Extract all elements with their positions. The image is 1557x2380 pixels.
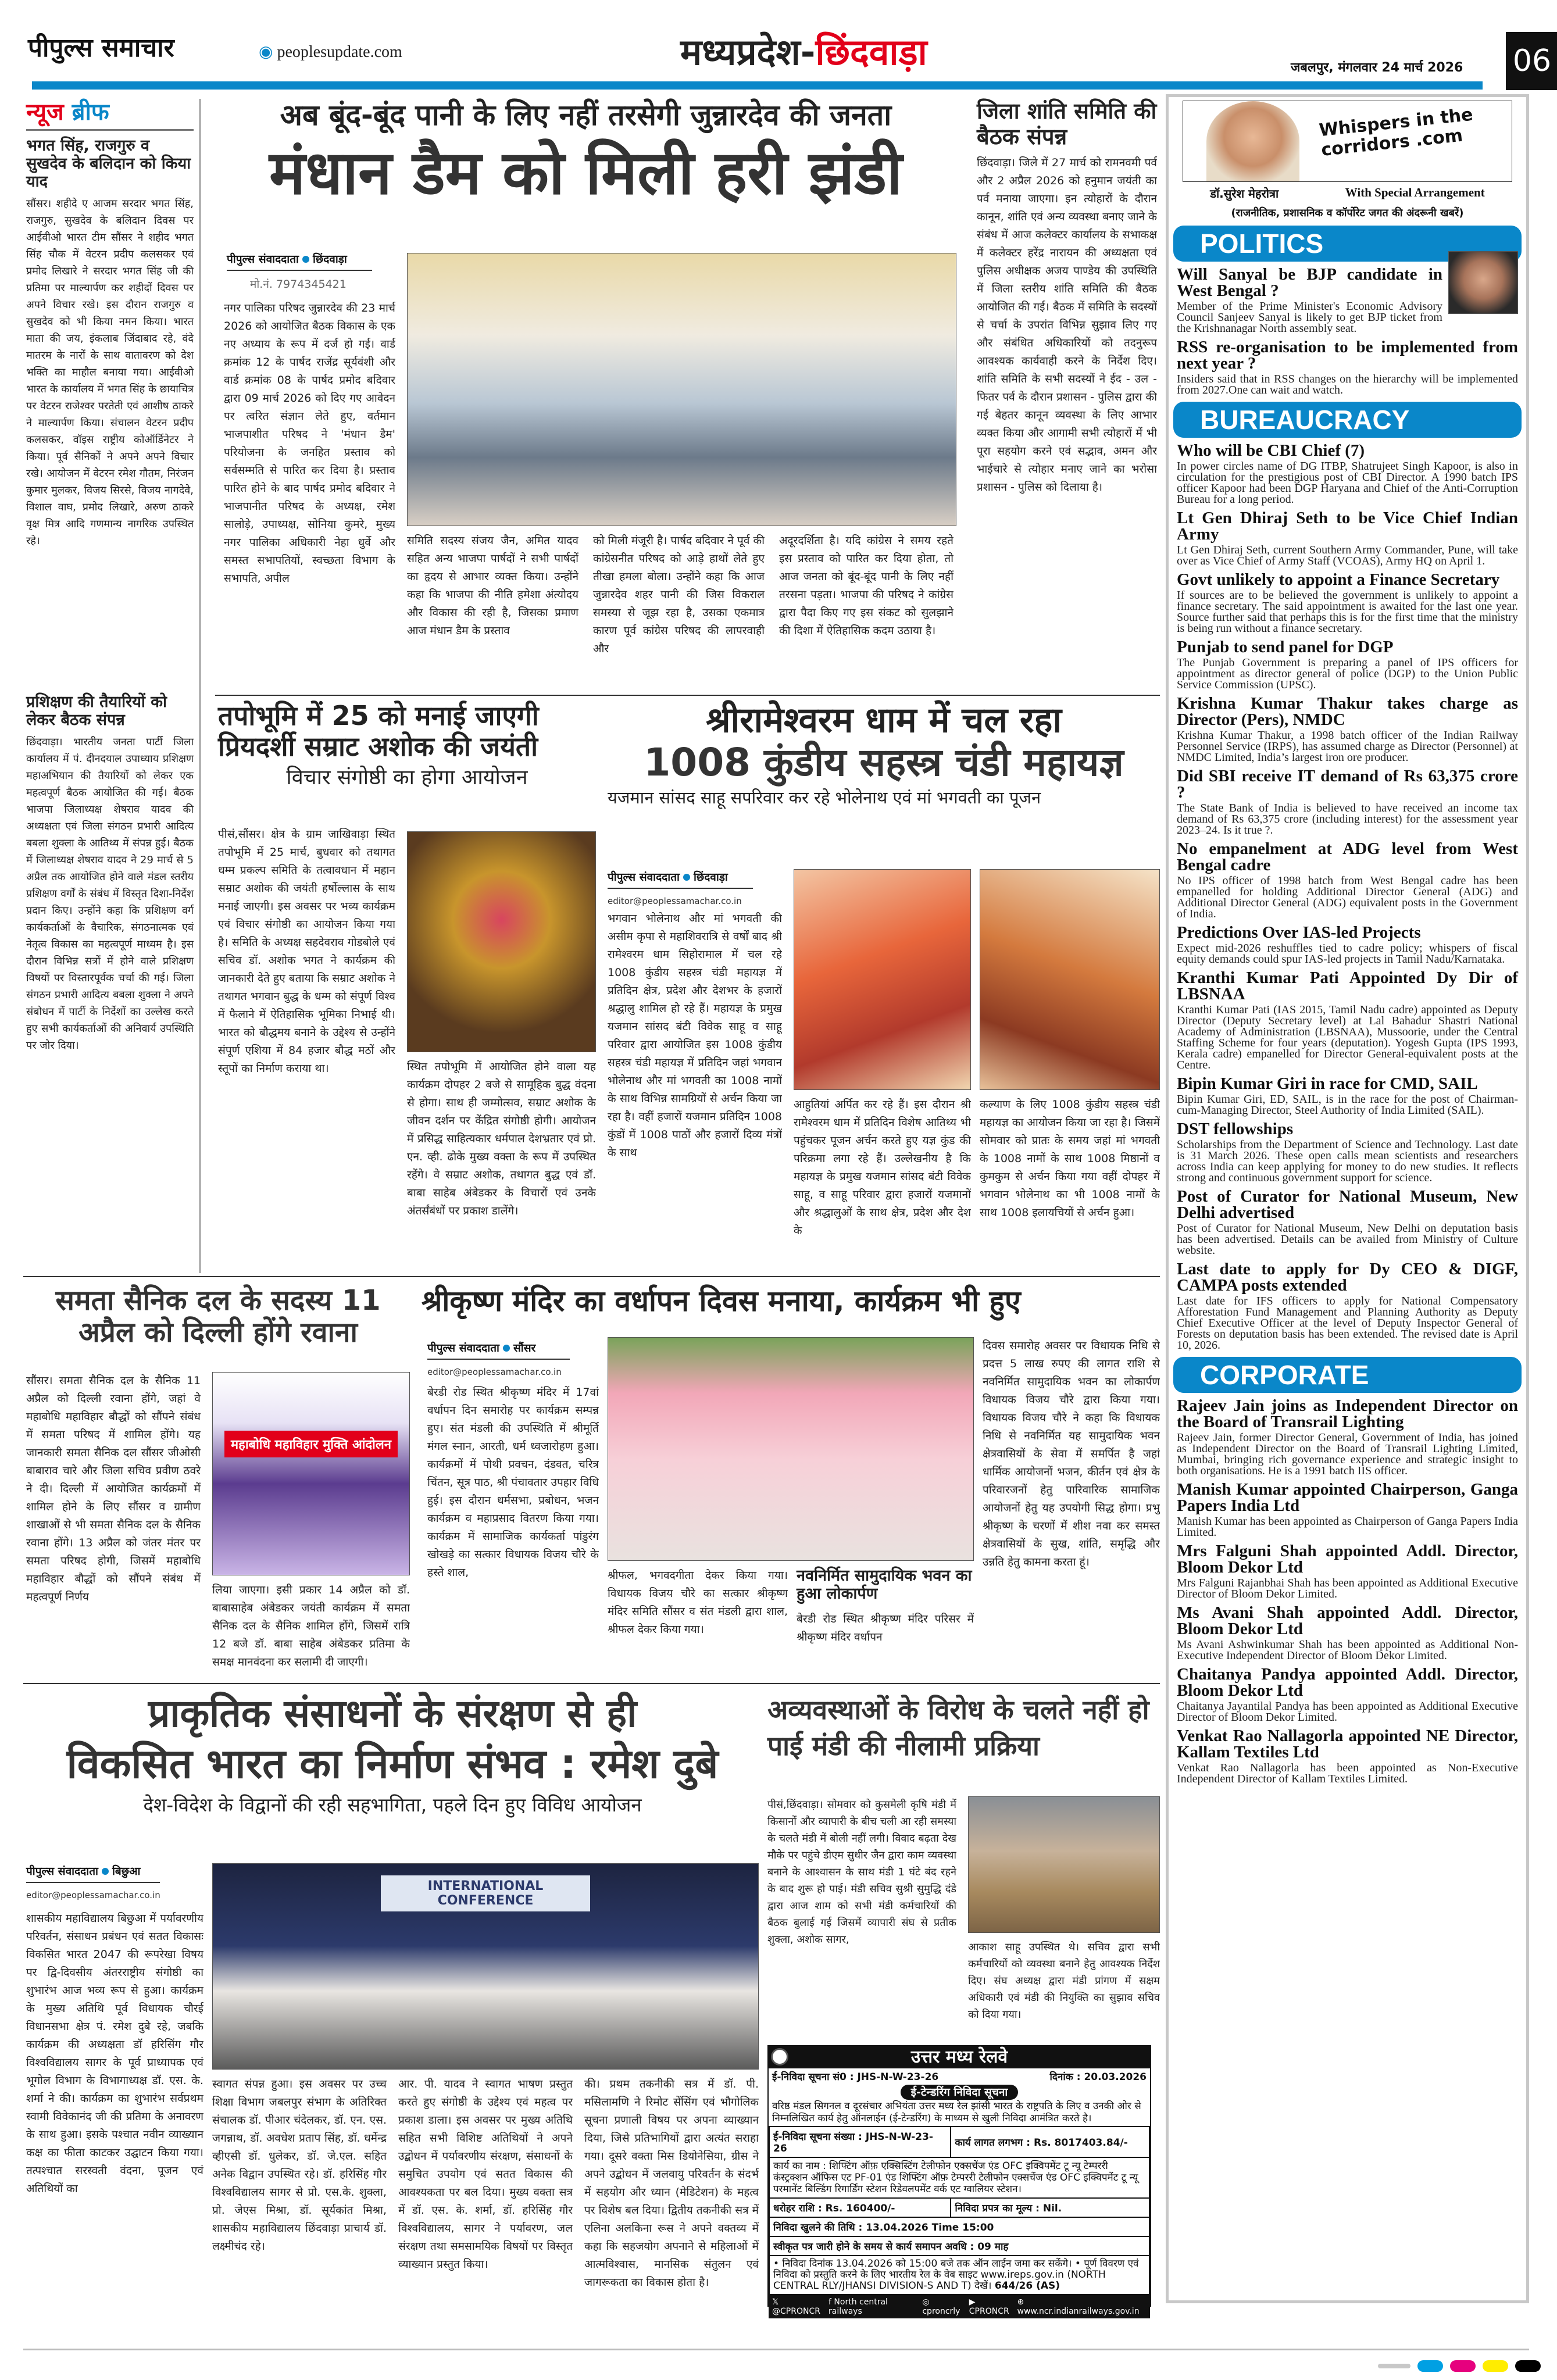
mandi-headline: अव्यवस्थाओं के विरोध के चलते नहीं हो पाई मंडी की नीलामी प्रक्रिया: [767, 1694, 1149, 1762]
dateline: जबलपुर, मंगलवार 24 मार्च 2026: [1291, 60, 1463, 75]
ashok-body-2: स्थित तपोभूमि में आयोजित होने वाला यह कार्यक्रम दोपहर 2 बजे से सामूहिक बुद्ध वंदना से होगा। साथ ही जम्मोत्सव, सम्राट अशोक के जीवन दर्शन पर केंद्रित संगोष्ठी होगी। आयोजन में प्रसिद्ध साहित्यकार धर्मपाल देशभ्रतार एवं प्रो. एन. व्ही. ढोके मुख्य वक्ता के रूप में उपस्थित रहेंगे। वे सम्राट अशोक, तथागत बुद्ध एवं डॉ. बाबा साहेब अंबेडकर के विचारों एवं उनके अंतर्संबंधों पर प्रकाश डालेंगे।: [407, 1060, 596, 1217]
natural-subhead: देश-विदेश के विद्वानों की रही सहभागिता, पहले दिन हुए विविध आयोजन: [143, 1793, 642, 1817]
ad-intro: वरिष्ठ मंडल सिगनल व दूरसंचार अभियंता उत्तर मध्य रेल झांसी भारत के राष्ट्रपति के लिए व उनकी ओर से निम्नलिखित कार्य हेतु ऑनलाईन (ई-टेन्डरिंग) के माध्यम से खुली निविदा आमंत्रित करते है।: [772, 2100, 1141, 2124]
author-photo: [1206, 101, 1299, 181]
byline-place: सौंसर: [513, 1342, 536, 1355]
mandi-photo: [968, 1796, 1160, 1933]
ad-header: [769, 2046, 1150, 2068]
chandi-subhead: यजमान सांसद साहू सपरिवार कर रहे भोलेनाथ एवं मां भगवती का पूजन: [608, 787, 1041, 807]
natural-body-4: की। प्रथम तकनीकी सत्र में डॉ. पी. मसिलामणि ने रिमोट सेंसिंग एवं भौगोलिक सूचना प्रणाली विषय पर अपना व्याख्यान दिया, जिसे प्रतिभागियों द्वारा अत्यंत सराहा गया। दूसरे वक्ता मिस डियोनेसिया, ग्रीस ने अपने उद्बोधन में जलवायु परिवर्तन के संदर्भ में सहयोग और ध्यान (मेडिटेशन) के महत्व पर विशेष बल दिया। द्वितीय तकनीकी सत्र में एलिना अलकिना रूस ने अपने वक्तव्य में कहा कि सहजयोग अपनाने से महिलाओं में आत्मविश्वास, मानसिक संतुलन एवं जागरूकता का विकास होता है।: [584, 2078, 759, 2289]
ad-completion: स्वीकृत पत्र जारी होने के समय से कार्य समापन अवधि : 09 माह: [769, 2236, 1149, 2256]
whispers-banner: [1183, 101, 1512, 182]
item-body: Kranthi Kumar Pati (IAS 2015, Tamil Nadu cadre) appointed as Deputy Director (Deputy Secretary level) at Lal Bahadur Shastri National Academy of Administration (LBSNAA), Mussoorie, under the Central Staffing Scheme for four years (deputation). Yogesh Gupta (IPS 1993, Kerala cadre) empanelled for Director General-equivalent posts at the Centre.: [1177, 1003, 1518, 1071]
bullet-icon: [102, 1868, 109, 1875]
registration-dot: [1450, 2360, 1476, 2372]
registration-dot: [1378, 2364, 1410, 2368]
ad-social-bar: [769, 2295, 1150, 2318]
item-title: Predictions Over IAS-led Projects: [1177, 923, 1421, 942]
byline-name: पीपुल्स संवाददाता: [608, 871, 680, 884]
website-link[interactable]: [259, 42, 402, 62]
section-title: [680, 31, 927, 73]
item-body: Mrs Falguni Rajanbhai Shah has been appointed as Additional Executive Director of Bloom Dekor Limited.: [1177, 1577, 1518, 1600]
chandi-headline-2: 1008 कुंडीय सहस्त्र चंडी महायज्ञ: [644, 740, 1124, 785]
facebook-icon: f North central railways: [829, 2297, 888, 2316]
lead-phone: मो.नं. 7974345421: [250, 278, 347, 291]
byline-place: बिछुआ: [112, 1865, 141, 1878]
bullet-icon: [683, 874, 690, 881]
item-title: Who will be CBI Chief (7): [1177, 441, 1365, 460]
item-title: Chaitanya Pandya appointed Addl. Director, Bloom Dekor Ltd: [1177, 1665, 1518, 1700]
mandi-body: पीसं,छिंदवाड़ा। सोमवार को कुसमेली कृषि मंडी में किसानों और व्यापारी के बीच चली आ रही समस्या के चलते मंडी में बोली नहीं लगी। विवाद बढ़ता देख मौके पर पहुंचे डीएम सुधीर जैन द्वारा काम व्यवस्था बनाने के आश्वासन के साथ मंडी 1 घंटे बंद रहने के बाद शुरू हो पाई। मंडी सचिव सुश्री सुमुद्धि दंडे द्वारा आज शाम को सभी मंडी कर्मचारियों की बैठक बुलाई गई जिसमें व्यापारी संघ से प्रतीक शुक्ला, अशोक सागर,: [767, 1799, 956, 1946]
registration-dot: [1515, 2360, 1541, 2372]
item-body: Insiders said that in RSS changes on the hierarchy will be implemented from 2027.One can wait and watch.: [1177, 373, 1518, 396]
krishna-caption-body: बेरडी रोड स्थित श्रीकृष्ण मंदिर परिसर में श्रीकृष्ण मंदिर वर्धापन: [797, 1613, 974, 1643]
instagram-icon: ◎ cproncrly: [922, 2297, 960, 2316]
chandi-mahayagya-story: [608, 701, 1160, 1273]
poster-text: महाबोधि महाविहार मुक्ति आंदोलन: [224, 1431, 398, 1457]
chandi-headline-1: श्रीरामेश्वरम धाम में चल रहा: [706, 700, 1062, 741]
item-title: Ms Avani Shah appointed Addl. Director, Bloom Dekor Ltd: [1177, 1603, 1518, 1638]
ad-emd: धरोहर राशि : Rs. 160400/-: [769, 2198, 951, 2217]
whispers-column: [1166, 94, 1529, 2303]
natural-headline-1: प्राकृतिक संसाधनों के संरक्षण से ही: [148, 1691, 637, 1736]
news-brief-column: [26, 99, 201, 1273]
bullet-icon: [302, 256, 309, 263]
whispers-tagline: (राजनीतिक, प्रशासनिक व कॉर्पोरेट जगत की अंदरूनी खबरें): [1231, 207, 1464, 219]
item-body: The Punjab Government is preparing a panel of IPS officers for appointment as director general of police (DGP) to the Union Public Service Commission (UPSC).: [1177, 656, 1518, 691]
samata-body: सौंसर। समता सैनिक दल के सैनिक 11 अप्रैल को दिल्ली रवाना होंगे, जहां वे महाबोधि महाविहार बौद्धों को सौंपने संबंध में समता परिषद में शामिल होंगे। यह जानकारी समता सैनिक दल सौंसर जीओसी बाबाराव चारे और जिला सचिव प्रवीण ठवरे ने दी। दिल्ली में आयोजित कार्यक्रमों में शामिल होने के लिए सौंसर व ग्रामीण शाखाओं से भी समता सैनिक दल के सैनिक रवाना होंगे। 13 अप्रैल को जंतर मंतर पर समता परिषद होगी, जिसमें महाबोधि महाविहार बौद्धों को सौंपने संबंध में महत्वपूर्ण निर्णय: [26, 1374, 201, 1603]
samata-poster-photo: [212, 1372, 410, 1575]
temple-photo: [608, 1337, 974, 1561]
item-title: Krishna Kumar Thakur takes charge as Director (Pers), NMDC: [1177, 694, 1518, 729]
news-brief-label: [26, 99, 194, 131]
ashok-headline: तपोभूमि में 25 को मनाई जाएगी प्रियदर्शी सम्राट अशोक की जयंती: [218, 700, 539, 762]
byline-name: पीपुल्स संवाददाता: [227, 253, 299, 266]
peace-committee-body: छिंदवाड़ा। जिले में 27 मार्च को रामनवमी पर्व और 2 अप्रैल 2026 को हनुमान जयंती का पर्व मनाया जाएगा। इन त्योहारों के दौरान कानून, शांति एवं अन्य व्यवस्था बनाए जाने के संबंध में आज कलेक्टर कार्यालय के सभाकक्ष में कलेक्टर हरेंद्र नारायन की अध्यक्षता एवं पुलिस अधीक्षक अजय पाण्डेय की उपस्थिति में जिला स्तरीय शांति समिति की बैठक आयोजित की गई। बैठक में समिति के सदस्यों से चर्चा के उपरांत विभिन्न सुझाव लिए गए और संबंधित अधिकारियों को तदनुरूप आवश्यक कार्यवाही करने के निर्देश दिए। शांति समिति के सभी सदस्यों ने ईद - उल - फितर पर्व के दौरान प्रशासन - पुलिस द्वारा की गई बेहतर कानून व्यवस्था के लिए आभार व्यक्त किया और आगामी सभी त्योहारों में भी पूरा सहयोग करने एवं सद्भाव, अमन और भाईचारे से त्योहार मनाए जाने का भरोसा प्रशासन - पुलिस को दिलाया है।: [977, 156, 1157, 494]
ad-title: उत्तर मध्य रेलवे: [910, 2047, 1008, 2067]
natural-headline-2: विकसित भारत का निर्माण संभव : रमेश दुबे: [66, 1739, 719, 1788]
item-body: Manish Kumar has been appointed as Chairperson of Ganga Papers India Limited.: [1177, 1515, 1518, 1539]
section-title-city: छिंदवाड़ा: [815, 31, 927, 73]
lead-byline: [227, 251, 372, 271]
conference-banner: INTERNATIONAL CONFERENCE: [381, 1875, 590, 1911]
natural-email[interactable]: editor@peoplessamachar.co.in: [26, 1890, 160, 1900]
item-title: Punjab to send panel for DGP: [1177, 638, 1394, 656]
item-body: Chaitanya Jayantilal Pandya has been appointed as Additional Executive Director of Bloom Dekor Limited.: [1177, 1700, 1518, 1724]
natural-resources-story: [26, 1692, 759, 2320]
lead-column-1: नगर पालिका परिषद जुन्नारदेव की 23 मार्च 2026 को आयोजित बैठक विकास के एक नए अध्याय के रूप में दर्ज हो गई। वार्ड क्रमांक 12 के पार्षद राजेंद्र सूर्यवंशी और वार्ड क्रमांक 08 के पार्षद प्रमोद बदिवार द्वारा 09 मार्च 2026 को दिए गए आवेदन पर त्वरित संज्ञान लेते हुए, वर्तमान भाजपाशीत परिषद ने 'मंधान डैम' परियोजना के जनहित प्रस्ताव को सर्वसम्मति से पारित कर दिया है। प्रस्ताव पारित होने के बाद पार्षद प्रमोद बदिवार ने भाजपानीत परिषद के अध्यक्ष, रमेश सालोड़े, उपाध्यक्ष, सोनिया कुमरे, मुख्य नगर पालिका अधिकारी नेहा धुर्वे और समस्त सभापतियों, स्वच्छता विभाग के सभापति, अपील: [224, 302, 395, 585]
lead-headline: मंधान डैम को मिली हरी झंडी: [269, 137, 902, 208]
railway-tender-ad: [767, 2045, 1151, 2316]
krishna-email[interactable]: editor@peoplessamachar.co.in: [427, 1367, 562, 1377]
item-body: Ms Avani Ashwinkumar Shah has been appointed as Additional Non-Executive Independent Director of Bloom Dekor Limited.: [1177, 1638, 1518, 1662]
social-facebook[interactable]: North central railways: [829, 2297, 888, 2316]
item-body: In power circles name of DG ITBP, Shatrujeet Singh Kapoor, is also in circulation for the prestigious post of CBI Director. A 1990 batch IPS officer Kapoor had been DGP Haryana and Chief of the Anti-Corruption Bureau for a long period.: [1177, 460, 1518, 506]
byline-place: छिंदवाड़ा: [693, 871, 728, 884]
divider: [23, 1683, 1160, 1684]
krishna-body-2: श्रीफल, भगवदगीता देकर किया गया। विधायक विजय चौरे का सत्कार श्रीकृष्ण मंदिर समिति सौंसर व संत मंडली द्वारा शाल, श्रीफल देकर किया गया।: [608, 1569, 788, 1636]
masthead-rule: [32, 81, 1483, 90]
item-body: Rajeev Jain, former Director General, Government of India, has joined as Independent Director on the Board of Transrail Lighting Limited, Mumbai, bringing rich governance experience and strategic insight to both organisations. He is a 1991 batch IIS officer.: [1177, 1431, 1518, 1477]
item-body: Venkat Rao Nallagorla has been appointed as Non-Executive Independent Director of Kallam Textiles Limited.: [1177, 1761, 1518, 1785]
meeting-photo: [407, 253, 956, 526]
byline-name: पीपुल्स संवाददाता: [427, 1342, 499, 1355]
whispers-logo: Whispers in the corridors .com: [1318, 104, 1474, 161]
brief-label-red: न्यूज: [26, 99, 64, 126]
ad-opening-date: निविदा खुलने की तिथि : 13.04.2026 Time 15:00: [769, 2217, 1149, 2236]
krishna-body: बेरडी रोड स्थित श्रीकृष्ण मंदिर में 17वां वर्धापन दिन समारोह पर कार्यक्रम सम्पन्न हुए। संत मंडली की उपस्थिति में श्रीमूर्ति मंगल स्नान, आरती, धर्म ध्वजारोहण हुआ। कार्यक्रमों में पोथी प्रवचन, दंडवत, चरित्र चिंतन, सूत्र पाठ, श्री पंचावतार उपहार विधि हुई। इस दौरान धर्मसभा, प्रबोधन, भजन कार्यक्रम व महाप्रसाद वितरण किया गया। कार्यक्रम में सामाजिक कार्यकर्ता पांडुरंग खोखड़े का सत्कार विधायक विजय चौरे के हस्ते शाल,: [427, 1386, 599, 1579]
social-instagram[interactable]: cproncrly: [922, 2307, 960, 2316]
samata-body-2: लिया जाएगा। इसी प्रकार 14 अप्रैल को डॉ. बाबासाहेब अंबेडकर जयंती कार्यक्रम में समता सैनिक दल के सैनिक शामिल होंगे, जिसमें रात्रि 12 बजे डॉ. बाबा साहेब अंबेडकर प्रतिमा के समक्ष मानवंदना कर सलामी दी जाएगी।: [212, 1584, 410, 1668]
arrangement-text: With Special Arrangement: [1345, 185, 1485, 199]
bullet-icon: [503, 1345, 510, 1352]
krishna-mandir-story: [422, 1285, 1160, 1680]
item-title: Kranthi Kumar Pati Appointed Dy Dir of LBSNAA: [1177, 969, 1518, 1003]
page-number: 06: [1506, 32, 1557, 90]
ad-reference: 644/26 (AS): [994, 2280, 1060, 2292]
byline-place: छिंदवाड़ा: [312, 253, 347, 266]
item-title: Govt unlikely to appoint a Finance Secretary: [1177, 570, 1500, 589]
registration-marks: [1378, 2360, 1541, 2372]
krishna-headline: श्रीकृष्ण मंदिर का वर्धापन दिवस मनाया, कार्यक्रम भी हुए: [422, 1284, 1021, 1318]
natural-body-2: स्वागत संपन्न हुआ। इस अवसर पर उच्च शिक्षा विभाग जबलपुर संभाग के अतिरिक्त संचालक डॉ. पीआर चंदेलकर, डॉ. एन. एस. जगन्नाथ, डॉ. अवधेश प्रताप सिंह, डॉ. धर्मेन्द्र व्हीएसी डॉ. धुलेकर, डॉ. जे.एल. सहित अनेक विद्वान उपस्थित रहे। डॉ. हरिसिंह गौर विश्वविद्यालय सागर से प्रो. एस.के. शुक्ला, प्रो. जेएस मिश्रा, डॉ. सूर्यकांत मिश्रा, शासकीय महाविद्यालय छिंदवाड़ा प्राचार्य डॉ. लक्ष्मीचंद रहे।: [212, 2078, 387, 2253]
krishna-byline: [427, 1340, 570, 1360]
section-title-state: मध्यप्रदेश-: [680, 31, 816, 73]
mandi-body-2: आकाश साहू उपस्थित थे। सचिव द्वारा सभी कर्मचारियों को व्यवस्था बनाने हेतु आवश्यक निर्देश दिए। संघ अध्यक्ष द्वारा मंडी प्रांगण में सक्षम अधिकारी एवं मंडी की नियुक्ति का सुझाव सचिव को दिया गया।: [968, 1941, 1160, 2021]
item-title: DST fellowships: [1177, 1120, 1294, 1138]
lead-column-2: समिति सदस्य संजय जैन, अमित यादव सहित अन्य भाजपा पार्षदों ने सभी पार्षदों का हृदय से आभार व्यक्त किया। उन्होंने कहा कि भाजपा की नीति हमेशा अंत्योदय और विकास की रही है, जिसका प्रमाण आज मंधान डैम के प्रस्ताव: [407, 534, 578, 637]
yagya-photo-2: [980, 869, 1160, 1090]
ad-details-table: [769, 2126, 1150, 2295]
item-body: No IPS officer of 1998 batch from West Bengal cadre has been empanelled for holding Additional Director General (ADG) and Additional Director General (ADG) equivalent posts in the Government of India.: [1177, 874, 1518, 920]
brief-headline: भगत सिंह, राजगुरु व सुखदेव के बलिदान को किया याद: [26, 137, 191, 191]
brief-headline: प्रशिक्षण की तैयारियों को लेकर बैठक संपन्न: [26, 693, 167, 730]
ashok-body: पीसं,सौंसर। क्षेत्र के ग्राम जाखिवाड़ा स्थित तपोभूमि में 25 मार्च, बुधवार को तथागत धम्म प्रकल्प समिति के तत्वावधान में महान सम्राट अशोक की जयंती हर्षोल्लास के साथ मनाई जाएगी। इस अवसर पर भव्य कार्यक्रम एवं विचार संगोष्ठी का आयोजन किया गया है। समिति के अध्यक्ष सहदेवराव गोडबोले एवं सचिव डॉ. अशोक भगत ने कार्यक्रम की जानकारी देते हुए बताया कि सम्राट अशोक ने तथागत भगवान बुद्ध के धम्म को संपूर्ण विश्व में फैलाने में ऐतिहासिक भूमिका निभाई थी। भारत को बौद्धमय बनाने के उद्देश्य से उन्होंने संपूर्ण एशिया में 84 हजार बौद्ध मठों और स्तूपों का निर्माण कराया था।: [218, 828, 395, 1075]
registration-dot: [1483, 2360, 1508, 2372]
chandi-email[interactable]: editor@peoplessamachar.co.in: [608, 896, 742, 906]
brief-body: छिंदवाड़ा। भारतीय जनता पार्टी जिला कार्यालय में पं. दीनदयाल उपाध्याय प्रशिक्षण महाअभियान की तैयारियों को लेकर एक महत्वपूर्ण बैठक आयोजित की गई। बैठक भाजपा जिलाध्यक्ष शेषराव यादव की अध्यक्षता एवं जिला संगठन प्रभारी आदित्य बबला शुक्ला के आतिथ्य में संपन्न हुई। बैठक में जिलाध्यक्ष शेषराव यादव ने 29 मार्च से 5 अप्रैल तक आयोजित होने वाले मंडल स्तरीय प्रशिक्षण वर्गों के संबंध में विस्तृत दिशा-निर्देश प्रदान किए। उन्होंने कहा कि प्रशिक्षण वर्ग कार्यकर्ताओं के वैचारिक, संगठनात्मक एवं नेतृत्व विकास का महत्वपूर्ण माध्यम है। इस दौरान विभिन्न सत्रों में होने वाले प्रशिक्षण विषयों पर विस्तारपूर्वक चर्चा की गई। जिला संगठन प्रभारी आदित्य बबला शुक्ला ने अपने संबोधन में पार्टी के निर्देशों का उल्लेख करते हुए सभी कार्यकर्ताओं की अनिवार्य उपस्थिति पर जोर दिया।: [26, 736, 194, 1052]
brief-label-blue: ब्रीफ: [72, 99, 109, 126]
ad-tender-number: ई-निविदा सूचना संख्या : JHS-N-W-23-26: [769, 2127, 951, 2157]
item-title: Will Sanyal be BJP candidate in West Bengal ?: [1177, 265, 1442, 300]
samata-headline: समता सैनिक दल के सदस्य 11 अप्रैल को दिल्ली होंगे रवाना: [55, 1284, 381, 1349]
item-title: Manish Kumar appointed Chairperson, Ganga Papers India Ltd: [1177, 1480, 1518, 1515]
item-title: Post of Curator for National Museum, New Delhi advertised: [1177, 1187, 1518, 1222]
social-youtube[interactable]: CPRONCR: [969, 2307, 1009, 2316]
item-body: If sources are to be believed the government is unlikely to appoint a finance secretary. The said appointment is awaited for the last one year. Source further said that perhaps this is for the first time that the ministry is being run without a finance secretary.: [1177, 589, 1518, 635]
item-title: No empanelment at ADG level from West Bengal cadre: [1177, 839, 1518, 874]
lead-story: [215, 99, 956, 692]
item-body: Expect mid-2026 reshuffles tied to cadre policy; whispers of fiscal equity demands could spur IAS-led projects in Tamil Nadu/Karnataka.: [1177, 942, 1518, 966]
author-name: डॉ.सुरेश मेहरोत्रा: [1210, 187, 1279, 201]
registration-dot: [1417, 2360, 1443, 2372]
ashok-subhead: विचार संगोष्ठी का होगा आयोजन: [286, 765, 528, 789]
item-body: Lt Gen Dhiraj Seth, current Southern Army Commander, Pune, will take over as Vice Chief of Army Staff (VCOAS), Army HQ on April 1.: [1177, 544, 1518, 567]
peace-committee-headline: जिला शांति समिति की बैठक संपन्न: [977, 98, 1157, 149]
divider: [23, 1276, 1160, 1277]
newspaper-logo: पीपुल्स समाचार: [28, 33, 174, 63]
website-text: peoplesupdate.com: [277, 43, 402, 61]
krishna-caption-headline: नवनिर्मित सामुदायिक भवन का हुआ लोकार्पण: [797, 1567, 972, 1603]
item-body: Scholarships from the Department of Science and Technology. Last date is 31 March 2026. These open calls mean scientists and researchers across India can keep applying for money to do new studies. It reflects strong and continuous government support for science.: [1177, 1138, 1518, 1184]
globe-icon: ⊕ www.ncr.indianrailways.gov.in: [1017, 2297, 1140, 2316]
item-body: Bipin Kumar Giri, ED, SAIL, is in the race for the post of Chairman-cum-Managing Director, Steel Authority of India Limited (SAIL).: [1177, 1093, 1518, 1117]
section-band-corporate: CORPORATE: [1173, 1357, 1522, 1393]
item-title: Venkat Rao Nallagorla appointed NE Director, Kallam Textiles Ltd: [1177, 1727, 1518, 1761]
section-band-politics: POLITICS: [1173, 226, 1522, 262]
byline-name: पीपुल्स संवाददाता: [26, 1865, 98, 1878]
chandi-body-2: आहुतियां अर्पित कर रहे हैं। इस दौरान श्री रामेश्वरम धाम में प्रतिदिन विशेष आतिथ्य भी पहुंचकर पूजन अर्चन करते हुए यज्ञ कुंड की परिक्रमा लगा रहे हैं। उल्लेखनीय है कि महायज्ञ के प्रमुख यजमान सांसद बंटी विवेक साहू, व साहू परिवार द्वारा हजारों यजमानों और श्रद्धालुओं के साथ क्षेत्र, प्रदेश और देश के: [794, 1098, 971, 1237]
samata-sainik-story: [26, 1285, 410, 1680]
lead-column-4: अदूरदर्शिता है। यदि कांग्रेस ने समय रहते इस प्रस्ताव को पारित कर दिया होता, तो आज जनता को बूंद-बूंद पानी के लिए नहीं तरसना पड़ता। भाजपा की परिषद ने कांग्रेस द्वारा पैदा किए गए इस संकट को सुलझाने की दिशा में ऐतिहासिक कदम उठाया है।: [779, 534, 954, 637]
natural-body: शासकीय महाविद्यालय बिछुआ में पर्यावरणीय परिवर्तन, संसाधन प्रबंधन एवं सतत विकासः विकसित भारत 2047 की रूपरेखा विषय पर द्वि-दिवसीय अंतरराष्ट्रीय संगोष्ठी का शुभारंभ आज भव्य रूप से हुआ। कार्यक्रम के मुख्य अतिथि पूर्व विधायक चौरई विधानसभा क्षेत्र पं. रमेश दुबे रहे, जबकि कार्यक्रम की अध्यक्षता डॉ हरिसिंग गौर विश्वविद्यालय सागर के पूर्व प्राध्यापक एवं भूगोल विभाग के विभागाध्यक्ष डॉ. एस. के. शर्मा ने की। कार्यक्रम का शुभारंभ सर्वप्रथम स्वामी विवेकानंद जी की प्रतिमा के अनावरण के साथ हुआ। इसके पश्चात नवीन व्याख्यान कक्ष का फीता काटकर उद्घाटन किया गया। तत्पश्चात सरस्वती वंदना, पूजन एवं अतिथियों का: [26, 1912, 203, 2195]
item-title: Rajeev Jain joins as Independent Director on the Board of Transrail Lighting: [1177, 1396, 1518, 1431]
bottom-rule: [23, 2349, 1529, 2350]
peace-committee-story: [977, 99, 1157, 692]
yagya-photo-1: [794, 869, 971, 1090]
natural-body-3: आर. पी. यादव ने स्वागत भाषण प्रस्तुत करते हुए संगोष्ठी के उद्देश्य एवं महत्व पर प्रकाश डाला। इस अवसर पर मुख्य अतिथि सहित सभी विशिष्ट अतिथियों ने अपने उद्बोधन में पर्यावरणीय संरक्षण, संसाधनों के समुचित उपयोग एवं सतत विकास की आवश्यकता पर बल दिया। मुख्य वक्ता सत्र में डॉ. एस. के. शर्मा, डॉ. हरिसिंह गौर विश्वविद्यालय, सागर ने पर्यावरण, जल संरक्षण तथा समसामयिक विषयों पर विस्तृत व्याख्यान प्रस्तुत किया।: [398, 2078, 573, 2271]
item-body: Krishna Kumar Thakur, a 1998 batch officer of the Indian Railway Personnel Service (IRPS), has assumed charge as Director (Personnel) at NMDC Limited, India’s largest iron ore producer.: [1177, 729, 1518, 764]
sanyal-photo: [1448, 251, 1518, 314]
item-body: Member of the Prime Minister's Economic Advisory Council Sanjeev Sanyal is likely to get BJP ticket from the Krishnanagar North assembly seat.: [1177, 300, 1442, 335]
item-title: Last date to apply for Dy CEO & DIGF, CAMPA posts extended: [1177, 1260, 1518, 1295]
ad-footer-note: • निविदा दिनांक 13.04.2026 को 15:00 बजे तक ऑन लाईन जमा कर सकेंगे। • पूर्ण विवरण एवं निविदा को प्रस्तुति करने के लिए भारतीय रेल के वेब साइट www.ireps.gov.in (NORTH CENTRAL RLY/JHANSI DIVISION-S AND T) देखें।: [773, 2258, 1139, 2292]
ad-work-name: कार्य का नाम : शिफ्टिंग ऑफ़ एक्सिस्टिंग टेलीफोन एक्सचेंज एंड OFC इक्विपमेंट टू न्यू टेम्पररी कंस्ट्रक्शन ऑफिस एट PF-01 एंड शिफ्टिंग ऑफ़ टेम्पररी टेलीफोन एक्सचेंज एंड OFC इक्विपमेंट टू न्यू परमानेंट बिल्डिंग रिगार्डिंग स्टेशन रिडेवलपमेंट वर्क एट ग्वालियर स्टेशन।: [769, 2157, 1149, 2198]
lead-kicker: अब बूंद-बूंद पानी के लिए नहीं तरसेगी जुन्नारदेव की जनता: [280, 98, 892, 132]
ad-date: दिनांक : 20.03.2026: [1049, 2071, 1147, 2083]
item-title: Did SBI receive IT demand of Rs 63,375 crore ?: [1177, 767, 1518, 802]
ashok-jayanti-story: [218, 701, 596, 1273]
item-body: The State Bank of India is believed to have received an income tax demand of Rs 63,375 crore (including interest) for the assessment year 2023–24. Is it true ?.: [1177, 802, 1518, 837]
ashoka-portrait: [407, 831, 596, 1052]
x-icon: 𝕏 @CPRONCR: [772, 2297, 820, 2316]
item-title: Mrs Falguni Shah appointed Addl. Director, Bloom Dekor Ltd: [1177, 1542, 1518, 1577]
item-body: Post of Curator for National Museum, New Delhi on deputation basis has been advertised. Details can be availed from Ministry of Culture website.: [1177, 1222, 1518, 1257]
krishna-body-3: दिवस समारोह अवसर पर विधायक निधि से प्रदत्त 5 लाख रुपए की लागत राशि से नवनिर्मित सामुदायिक भवन का लोकार्पण विधायक विजय चौरे द्वारा किया गया। विधायक विजय चौरे ने कहा कि विधायक निधि से नवनिर्मित यह सामुदायिक भवन क्षेत्रवासियों के सेवा में समर्पित है जहां धार्मिक आयोजनों भजन, कीर्तन एवं क्षेत्र के परिवारजनों हेतु पारिवारिक सामाजिक आयोजनों हेतु यह उपयोगी सिद्ध होगा। प्रभु श्रीकृष्ण के चरणों में शीश नवा कर समस्त क्षेत्रवासियों के सुख, शांति, समृद्धि और उन्नति हेतु कामना करता हूं।: [983, 1339, 1160, 1568]
ad-cost: कार्य लागत लगभग : Rs. 8017403.84/-: [951, 2127, 1149, 2157]
chandi-body-3: कल्याण के लिए 1008 कुंडीय सहस्त्र चंडी महायज्ञ का आयोजन किया जा रहा है। जिसमें सोमवार को प्रातः के समय जहां मां भगवती के 1008 नामों के साथ 1008 मिष्ठानों व कुमकुम से अर्चन किया गया वहीं दोपहर में भगवान भोलेनाथ का भी 1008 नामों के साथ 1008 इलायचियों से अर्चन हुआ।: [980, 1098, 1160, 1219]
chandi-byline: [608, 869, 753, 889]
natural-byline: [26, 1863, 160, 1883]
item-title: Bipin Kumar Giri in race for CMD, SAIL: [1177, 1074, 1478, 1093]
mandi-story: [767, 1692, 1160, 2040]
ad-form-cost: निविदा प्रपत्र का मूल्य : Nil.: [951, 2198, 1149, 2217]
conference-photo: [212, 1863, 759, 2070]
ad-badge: ई-टेन्डरिंग निविदा सूचना: [901, 2085, 1019, 2100]
globe-icon: ◉: [259, 43, 277, 61]
youtube-icon: ▶ CPRONCR: [969, 2297, 1009, 2316]
item-body: Last date for IFS officers to apply for National Compensatory Afforestation Fund Management and Planning Authority as Deputy Chief Executive Officer at the level of Deputy Inspector General of Forests on deputation basis has been extended. The revised date is April 10, 2026.: [1177, 1295, 1518, 1352]
brief-body: सौंसर। शहीदे ए आजम सरदार भगत सिंह, राजगुरु, सुखदेव के बलिदान दिवस पर आईवीओ भारत टीम सौंसर ने शहीद भगत सिंह चौक में वेटरन प्रदीप कलसकर एवं प्रमोद लिखारे ने सरदार भगत सिंह जी की प्रतिमा पर माल्यार्पण कर शहीदों दिवस पर अपने विचार रखे। इस दौरान राजगुरु व सुखदेव को भी किया नमन किया। भारत माता की जय, इंकलाब जिंदाबाद रहे, वंदे मातरम के नारों के साथ वातावरण को देश भक्ति का माहौल बनाया गया। आईवीओ भारत के कार्यालय में भगत सिंह के छायाचित्र पर वेटरन राजेश्वर परतेती एवं आशीष ठाकरे ने माल्यार्पण किया। संचालन वेटरन प्रदीप कलसकर, वॉइस राष्ट्रीय कोऑर्डिनेटर ने किया। पूर्व सैनिकों ने अपने अपने विचार रखे। आयोजन में वेटरन रमेश गौतम, निरंजन कुमार मुलकर, विजय सिरसे, विजय नागदेवे, विशाल वाघ, प्रमोद लिखारे, अरुण ठाकरे वृक्ष मित्र आदि गणमान्य नागरिक उपस्थित रहे।: [26, 198, 194, 548]
item-title: Lt Gen Dhiraj Seth to be Vice Chief Indian Army: [1177, 509, 1518, 544]
social-x[interactable]: @CPRONCR: [772, 2307, 820, 2316]
chandi-body: भगवान भोलेनाथ और मां भगवती की असीम कृपा से महाशिवरात्रि से वर्षों बाद श्री रामेश्वरम धाम सिहोरामाल में चल रहे 1008 कुंडीय सहस्त्र चंडी महायज्ञ में प्रतिदिन क्षेत्र, प्रदेश और देशभर के हजारों श्रद्धालु शामिल हो रहे हैं। महायज्ञ के प्रमुख यजमान सांसद बंटी विवेक साहू व साहू परिवार द्वारा आयोजित इस 1008 कुंडीय सहस्त्र चंडी महायज्ञ में प्रतिदिन जहां भगवान भोलेनाथ और मां भगवती का 1008 नामों के साथ विभिन्न सामग्रियों से अर्चन किया जा रहा है। वहीं हजारों यजमान प्रतिदिन 1008 कुंडों में 1008 पाठों और हजारों दिव्य मंत्रों के साथ: [608, 912, 782, 1159]
item-title: RSS re-organisation to be implemented from next year ?: [1177, 338, 1518, 373]
railway-emblem-icon: [771, 2048, 788, 2065]
section-band-bureaucracy: BUREAUCRACY: [1173, 402, 1522, 438]
social-website[interactable]: www.ncr.indianrailways.gov.in: [1017, 2307, 1140, 2316]
divider: [215, 695, 1160, 696]
lead-column-3: को मिली मंजूरी है। पार्षद बदिवार ने पूर्व की कांग्रेसनीत परिषद को आड़े हाथों लेते हुए तीखा हमला बोला। उन्होंने कहा कि आज जुन्नारदेव शहर पानी की जिस विकराल समस्या से जूझ रहा है, उसका एकमात्र कारण पूर्व कांग्रेस परिषद की लापरवाही और: [593, 534, 765, 655]
ad-notice-number: ई-निविदा सूचना सं0 : JHS-N-W-23-26: [772, 2071, 939, 2083]
